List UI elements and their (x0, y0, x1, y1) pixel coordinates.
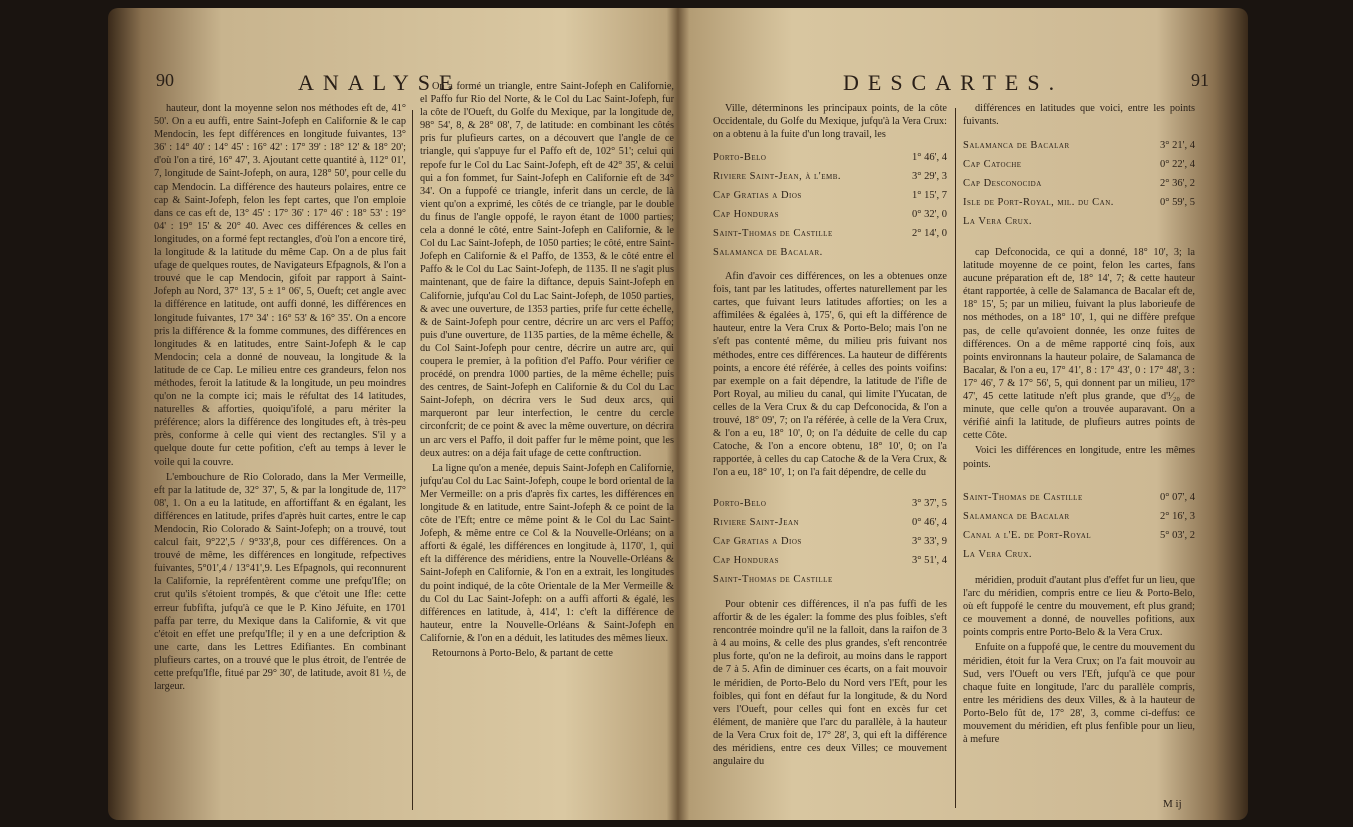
place-name: Salamanca de Bacalar (963, 140, 1070, 151)
difference-value: 2° 16', 3 (1160, 511, 1195, 522)
place-name: Cap Gratias a Dios (713, 190, 802, 201)
table-row (963, 545, 1195, 564)
difference-value: 2° 14', 0 (912, 228, 947, 239)
paragraph: hauteur, dont la moyenne selon nos méthodes eft de, 41° 50'. On a eu auffi, entre Saint-Jofeph en Californie & le cap Mendocin, les fept différences en longitude fuivantes, 13° 36' : 14° 40' : 14° 45' : 16° 42' : 17° 39' : 18° 12' & 18° 20'; d'où l'on a tiré, 16° 47', 3. Ajoutant cette quantité à, 112° 01', 7, longitude de Saint-Jofeph, on aura, 128° 50', pour celle du cap Mendocin. La différence des hauteurs polaires, entre ce cap & Saint-Jofeph, felon les fept cartes, que l'on emploie dans ce cas eft de, 13° 45' : 17° 36' : 17° 46' : 18° 53' : 19° 04' : 19° 15' & 20° 40. Avec ces différences & celles en longitudes, on a formé fept rectangles, d'où l'on a encore tiré, la longitude & la latitude du même Cap. On a de plus fait ufage de quelques routes, de Navigateurs Efpagnols, & l'on a trouvé que le cap Mendocin, gifoit par rapport à Saint-Jofeph au Nord, 37° 13', 5 ± 1° 06', 5, Oueft; cet angle avec la différence en latitude, ont auffi donné, les différences en longitude fuivantes, 17° 34' : 16° 53' & 16° 35'. On a encore pris la différence & la fomme communes, des différences en longitudes & en latitudes, entre Saint-Jofeph & le cap Mendocin; cela a donné de nouveau, la longitude & la latitude de ce Cap. Le milieu entre ces grandeurs, felon nos méthodes, feroit la latitude & la longitude, un peu moindres qu'on ne la compte ici; mais le réfultat des 14 latitudes, naturelles & afforties, quoiqu'ifolé, a paru mériter la préférence; alors la différence des longitudes eft, à très-peu près, conforme à celle qui vient des rectangles. S'il y a quelque doute fur cette pofition, c'eft au temps à lever le voile qui la couvre. (154, 103, 406, 468)
place-name: Porto-Belo (713, 152, 767, 163)
running-head-right: DESCARTES. (843, 70, 1064, 95)
latitude-table-2 (963, 136, 1195, 231)
running-head-left: ANALYSE (298, 70, 462, 95)
place-name: Canal a l'E. de Port-Royal (963, 530, 1092, 541)
place-name: Saint-Thomas de Castille (713, 228, 833, 239)
difference-value (939, 243, 947, 262)
place-name: Isle de Port-Royal, mil. du Can. (963, 197, 1114, 208)
difference-value: 3° 51', 4 (912, 555, 947, 566)
place-name: Cap Catoche (963, 159, 1022, 170)
difference-value: 3° 37', 5 (912, 498, 947, 509)
difference-value: 0° 32', 0 (912, 209, 947, 220)
page-number-right: 91 (1191, 70, 1209, 90)
table-row (963, 136, 1195, 155)
paragraph: La ligne qu'on a menée, depuis Saint-Jofeph en Californie, jufqu'au Col du Lac Saint-Jofeph, coupe le bord oriental de la Mer Vermeille: on a pris d'après fix cartes, les différences en longitude & en latitude, entre Saint-Jofeph & ce point de la côte de l'Eft; entre ce même point & le Col du Lac Saint-Jofeph, & même entre ce Col & la Nouvelle-Orléans; on a afforti & égalé, les différences en longitude à, 1170', 1, qui eft la différence des méridiens, entre la Nouvelle-Orléans & Saint-Jofeph en Californie, & l'on en a extrait, les longitudes du point indiqué, de la côte Orientale de la Mer Vermeille & du Col du Lac Saint-Jofeph: on a auffi afforti & égalé, les différences en latitude, à, 414', 1: c'eft la différence de hauteur, entre la Nouvelle-Orléans & Saint-Jofeph en Californie, & l'on en a déduit, les latitudes des mêmes lieux. (420, 462, 674, 644)
place-name: Riviere Saint-Jean (713, 517, 800, 528)
place-name: Saint-Thomas de Castille (963, 492, 1083, 503)
difference-value: 3° 33', 9 (912, 536, 947, 547)
paragraph: Voici les différences en longitude, entre les mêmes points. (963, 445, 1195, 470)
right-col1-intro (713, 102, 947, 144)
table-row (713, 205, 947, 224)
page-number-left: 90 (156, 70, 174, 90)
place-name: Cap Gratias a Dios (713, 536, 802, 547)
right-col2-intro (963, 102, 1195, 134)
place-name: Cap Honduras (713, 555, 779, 566)
place-name: La Vera Crux. (963, 549, 1033, 560)
paragraph: Retournons à Porto-Belo, & partant de cette (432, 648, 614, 660)
right-col2-mid (963, 246, 1195, 486)
table-row (713, 570, 947, 589)
difference-value: 0° 07', 4 (1160, 492, 1195, 503)
left-column-2 (420, 80, 674, 812)
column-divider (955, 108, 956, 808)
right-col2-end (963, 574, 1195, 796)
paragraph: méridien, produit d'autant plus d'effet fur un lieu, que l'arc du méridien, compris entre ce lieu & Porto-Belo, où eft fuppofé le centre du mouvement, eft plus grand; ce mouvement a donné, de nouvelles pofitions, aux points compris entre Porto-Belo & la Vera Crux. (963, 575, 1195, 639)
paragraph: Ville, déterminons les principaux points, de la côte Occidentale, du Golfe du Mexique, jufqu'à la Vera Crux: on a obtenu à la fuite d'un long travail, les (713, 103, 947, 141)
place-name: Salamanca de Bacalar (963, 511, 1070, 522)
place-name: Porto-Belo (713, 498, 767, 509)
right-col1-end (713, 598, 947, 810)
left-column-1 (154, 102, 406, 812)
difference-value: 1° 15', 7 (912, 190, 947, 201)
table-row (713, 224, 947, 243)
difference-value: 0° 59', 5 (1160, 197, 1195, 208)
table-row (963, 174, 1195, 193)
difference-value: 5° 03', 2 (1160, 530, 1195, 541)
table-row (963, 488, 1195, 507)
latitude-table (713, 148, 947, 262)
difference-value: 0° 22', 4 (1160, 159, 1195, 170)
difference-value (1187, 545, 1195, 564)
open-book (108, 8, 1248, 820)
paragraph: Enfuite on a fuppofé que, le centre du mouvement du méridien, étoit fur la Vera Crux; on l'a fait mouvoir au Sud, vers l'Oueft ou vers l'Eft, jufqu'à ce que pour chaque fuite en longitude, l'arc du parallèle compris, entre les méridiens des deux Villes, & à la hauteur de Porto-Belo fût de, 17° 28', 3, comme ci-deffus: ce mouvement du méridien, eft plus fenfible pour un lieu, à mefure (963, 642, 1195, 746)
difference-value: 1° 46', 4 (912, 152, 947, 163)
table-row (713, 532, 947, 551)
difference-value: 2° 36', 2 (1160, 178, 1195, 189)
longitude-table (713, 494, 947, 589)
paragraph: On a formé un triangle, entre Saint-Jofeph en Californie, el Paffo fur Rio del Norte, & le Col du Lac Saint-Jofeph, fur la côte de l'Oueft, du Golfe du Mexique, par la longitude de, 98° 54', 8, & 28° 08', 7, de latitude: en combinant les côtés pris fur plufieurs cartes, on a découvert que l'angle de ce triangle, qui s'appuye fur el Paffo eft de, 102° 51'; celui qui repofe fur le Col du Lac Saint-Jofeph, eft de 42° 35', & celui qui a fon fommet, fur Saint-Jofeph en Californie eft de 34° 34'. On a fuppofé ce triangle, inferit dans un cercle, de là vient qu'on a exprimé, les côtés de ce triangle, par le double du finus de l'angle oppofé, le rayon étant de 1000 parties; cela a donné le côté, entre Saint-Jofeph en Californie, & le Col du Lac Saint-Jofeph, de 1050 parties; le côté, entre Saint-Jofeph en Californie & el Paffo, de 1353, & le côté entre el Paffo & le Col du Lac Saint-Jofeph, de 1135. Il ne s'agit plus maintenant, que de faire la diftance, depuis Saint-Jofeph en Californie, jufqu'au Col du Lac Saint-Jofeph, de 1050 parties, & avec une ouverture, de 1353 parties, prife fur cette échelle, & de Saint-Jofeph pour centre, décrire un arc vers el Paffo; puis d'une ouverture, de 1135 parties, de la même échelle, & du Col Saint-Jofeph pour centre, décrire un autre arc, qui coupera le premier, à la pofition d'el Paffo. Pour vérifier ce procédé, on prendra 1000 parties, de la même échelle; puis des centres, de Saint-Jofeph en Californie & du Col du Lac Saint-Jofeph, on décrira vers le Sud deux arcs, qui marqueront par leur interfection, le centre du cercle circonfcrit; de ce point & avec la même ouverture, on décrira un arc vers el Paffo, il doit paffer fur le même point, que les deux autres: on a déja fait ufage de cette conftruction. (420, 81, 674, 459)
table-row (963, 526, 1195, 545)
difference-value: 3° 29', 3 (912, 171, 947, 182)
paragraph: L'embouchure de Rio Colorado, dans la Mer Vermeille, eft par la latitude de, 32° 37', 5, & par la longitude de, 117° 08', 1. On a eu la latitude, en affortiffant & en égalant, les différences en latitude, prifes d'après huit cartes, entre le cap Mendocin, Rio Colorado & Saint-Jofeph; on a trouvé, tout calcul fait, 9°22',5 / 9°33',8, pour ces différences. On a trouvé de même, les différences en longitude, refpectives fuivantes, 5°01',4 / 13°41',9. Les Efpagnols, qui reconnurent la Californie, la repréfentèrent comme une prefqu'Ifle; on crut qu'ils s'étoient trompés, & que c'étoit une Ifle: cette erreur fubfifta, jufqu'à ce que le P. Kino Jéfuite, en 1701 paffa par terre, du Mexique dans la Californie, & vit que c'étoit en effet une prefqu'Ifle; il y en a une defcription & une carte, dans les Lettres Edifiantes. En combinant plufieurs cartes, on a trouvé que le plus étroit, de l'entrée de cette prefqu'Ifle, fitué par 29° 30', de latitude, avoit 81 ½, de largeur. (154, 471, 406, 693)
difference-value (1187, 212, 1195, 231)
place-name: Saint-Thomas de Castille (713, 574, 833, 585)
right-page (693, 8, 1213, 820)
table-row (963, 507, 1195, 526)
right-header (693, 70, 1213, 100)
place-name: Cap Honduras (713, 209, 779, 220)
place-name: Cap Desconocida (963, 178, 1042, 189)
table-row (713, 513, 947, 532)
right-col1-mid (713, 270, 947, 488)
longitude-table-2 (963, 488, 1195, 564)
table-row (713, 148, 947, 167)
place-name: Salamanca de Bacalar. (713, 247, 823, 258)
table-row (963, 155, 1195, 174)
left-page (148, 8, 678, 820)
place-name: Riviere Saint-Jean, à l'emb. (713, 171, 841, 182)
table-row (963, 193, 1195, 212)
paragraph: Pour obtenir ces différences, il n'a pas fuffi de les affortir & de les égaler: la fomme des plus foibles, s'eft rencontrée moindre qu'il ne la falloit, dans la raifon de 3 à 4 au moins, & celle des plus grandes, s'eft rencontrée plus forte, qu'on ne la defiroit, au moins dans le rapport de 7 à 5. Afin de diminuer ces écarts, on a fait mouvoir le méridien, de Porto-Belo du Nord vers l'Eft, pour les foibles, qui font en défaut fur la longitude, & du Nord vers l'Oueft, pour celles qui font en excès fur cet élément, de manière que l'arc du parallèle, à la hauteur de la Vera Crux foit de, 17° 28', 3, qui eft la différence des méridiens, entre ces deux Villes; ce mouvement angulaire du (713, 599, 947, 768)
table-row (713, 551, 947, 570)
place-name: La Vera Crux. (963, 216, 1033, 227)
table-row (963, 212, 1195, 231)
table-row (713, 167, 947, 186)
paragraph: Afin d'avoir ces différences, on les a obtenues onze fois, tant par les latitudes, offertes naturellement par les cartes, que fuivant leurs latitudes afforties; on les a affimilées & égalées à, 175', 6, qui eft la différence de hauteur, entre la Vera Crux & Porto-Belo; mais l'on ne s'eft pas contenté même, du milieu pris fuivant nos méthodes, entre ces différences. La hauteur de différents points, a encore été référée, à celles des points voifins: par exemple on a fait dépendre, la latitude de l'ifle de Port Royal, au milieu du canal, qui limite l'Yucatan, de celles de la Vera Crux & du cap Defconocida, & l'on a trouvé, 18° 09', 7; on l'a référée, à celle de la Vera Crux, & l'on a eu, 18° 10', 0; on l'a déduite de celle du cap Catoche, & l'on a encore obtenu, 18° 10', 0; on l'a rapportée, à celles du cap Catoche & de la Vera Crux, & l'on a eu, 18° 10', 1; on l'a fait dépendre, de celle du (713, 271, 947, 479)
signature-mark: M ij (1163, 798, 1182, 810)
difference-value: 3° 21', 4 (1160, 140, 1195, 151)
paragraph: différences en latitudes que voici, entre les points fuivants. (963, 103, 1195, 128)
paragraph: cap Defconocida, ce qui a donné, 18° 10', 3; la latitude moyenne de ce point, felon les cartes, fans aucune préparation eft de, 18° 14', 7; & cette hauteur étant rapportée, à celle de Salamanca de Bacalar eft de, 18° 15', 5; par un milieu, fuivant la plus laborieufe de nos méthodes, on a 18° 10', 1, qui ne diffère prefque pas, de celle qu'avoient donnée, les onze fuites de différences. On a de même rapporté cinq fois, aux points environnans la hauteur polaire, de Salamanca de Bacalar, & l'on a eu, 17° 41', 8 : 17° 43', 0 : 17° 48', 3 : 17° 46', 7 & 17° 56', 5, qui donnent par un milieu, 17° 47', 45 cette latitude n'eft plus grande, que d'¹⁄₂₀ de minute, que celle qu'on a trouvée auparavant. On a vérifié ainfi la latitude, de plufieurs autres points de cette Côte. (963, 247, 1195, 442)
difference-value (939, 570, 947, 589)
difference-value: 0° 46', 4 (912, 517, 947, 528)
column-divider (412, 110, 413, 810)
table-row (713, 494, 947, 513)
table-row (713, 186, 947, 205)
table-row (713, 243, 947, 262)
